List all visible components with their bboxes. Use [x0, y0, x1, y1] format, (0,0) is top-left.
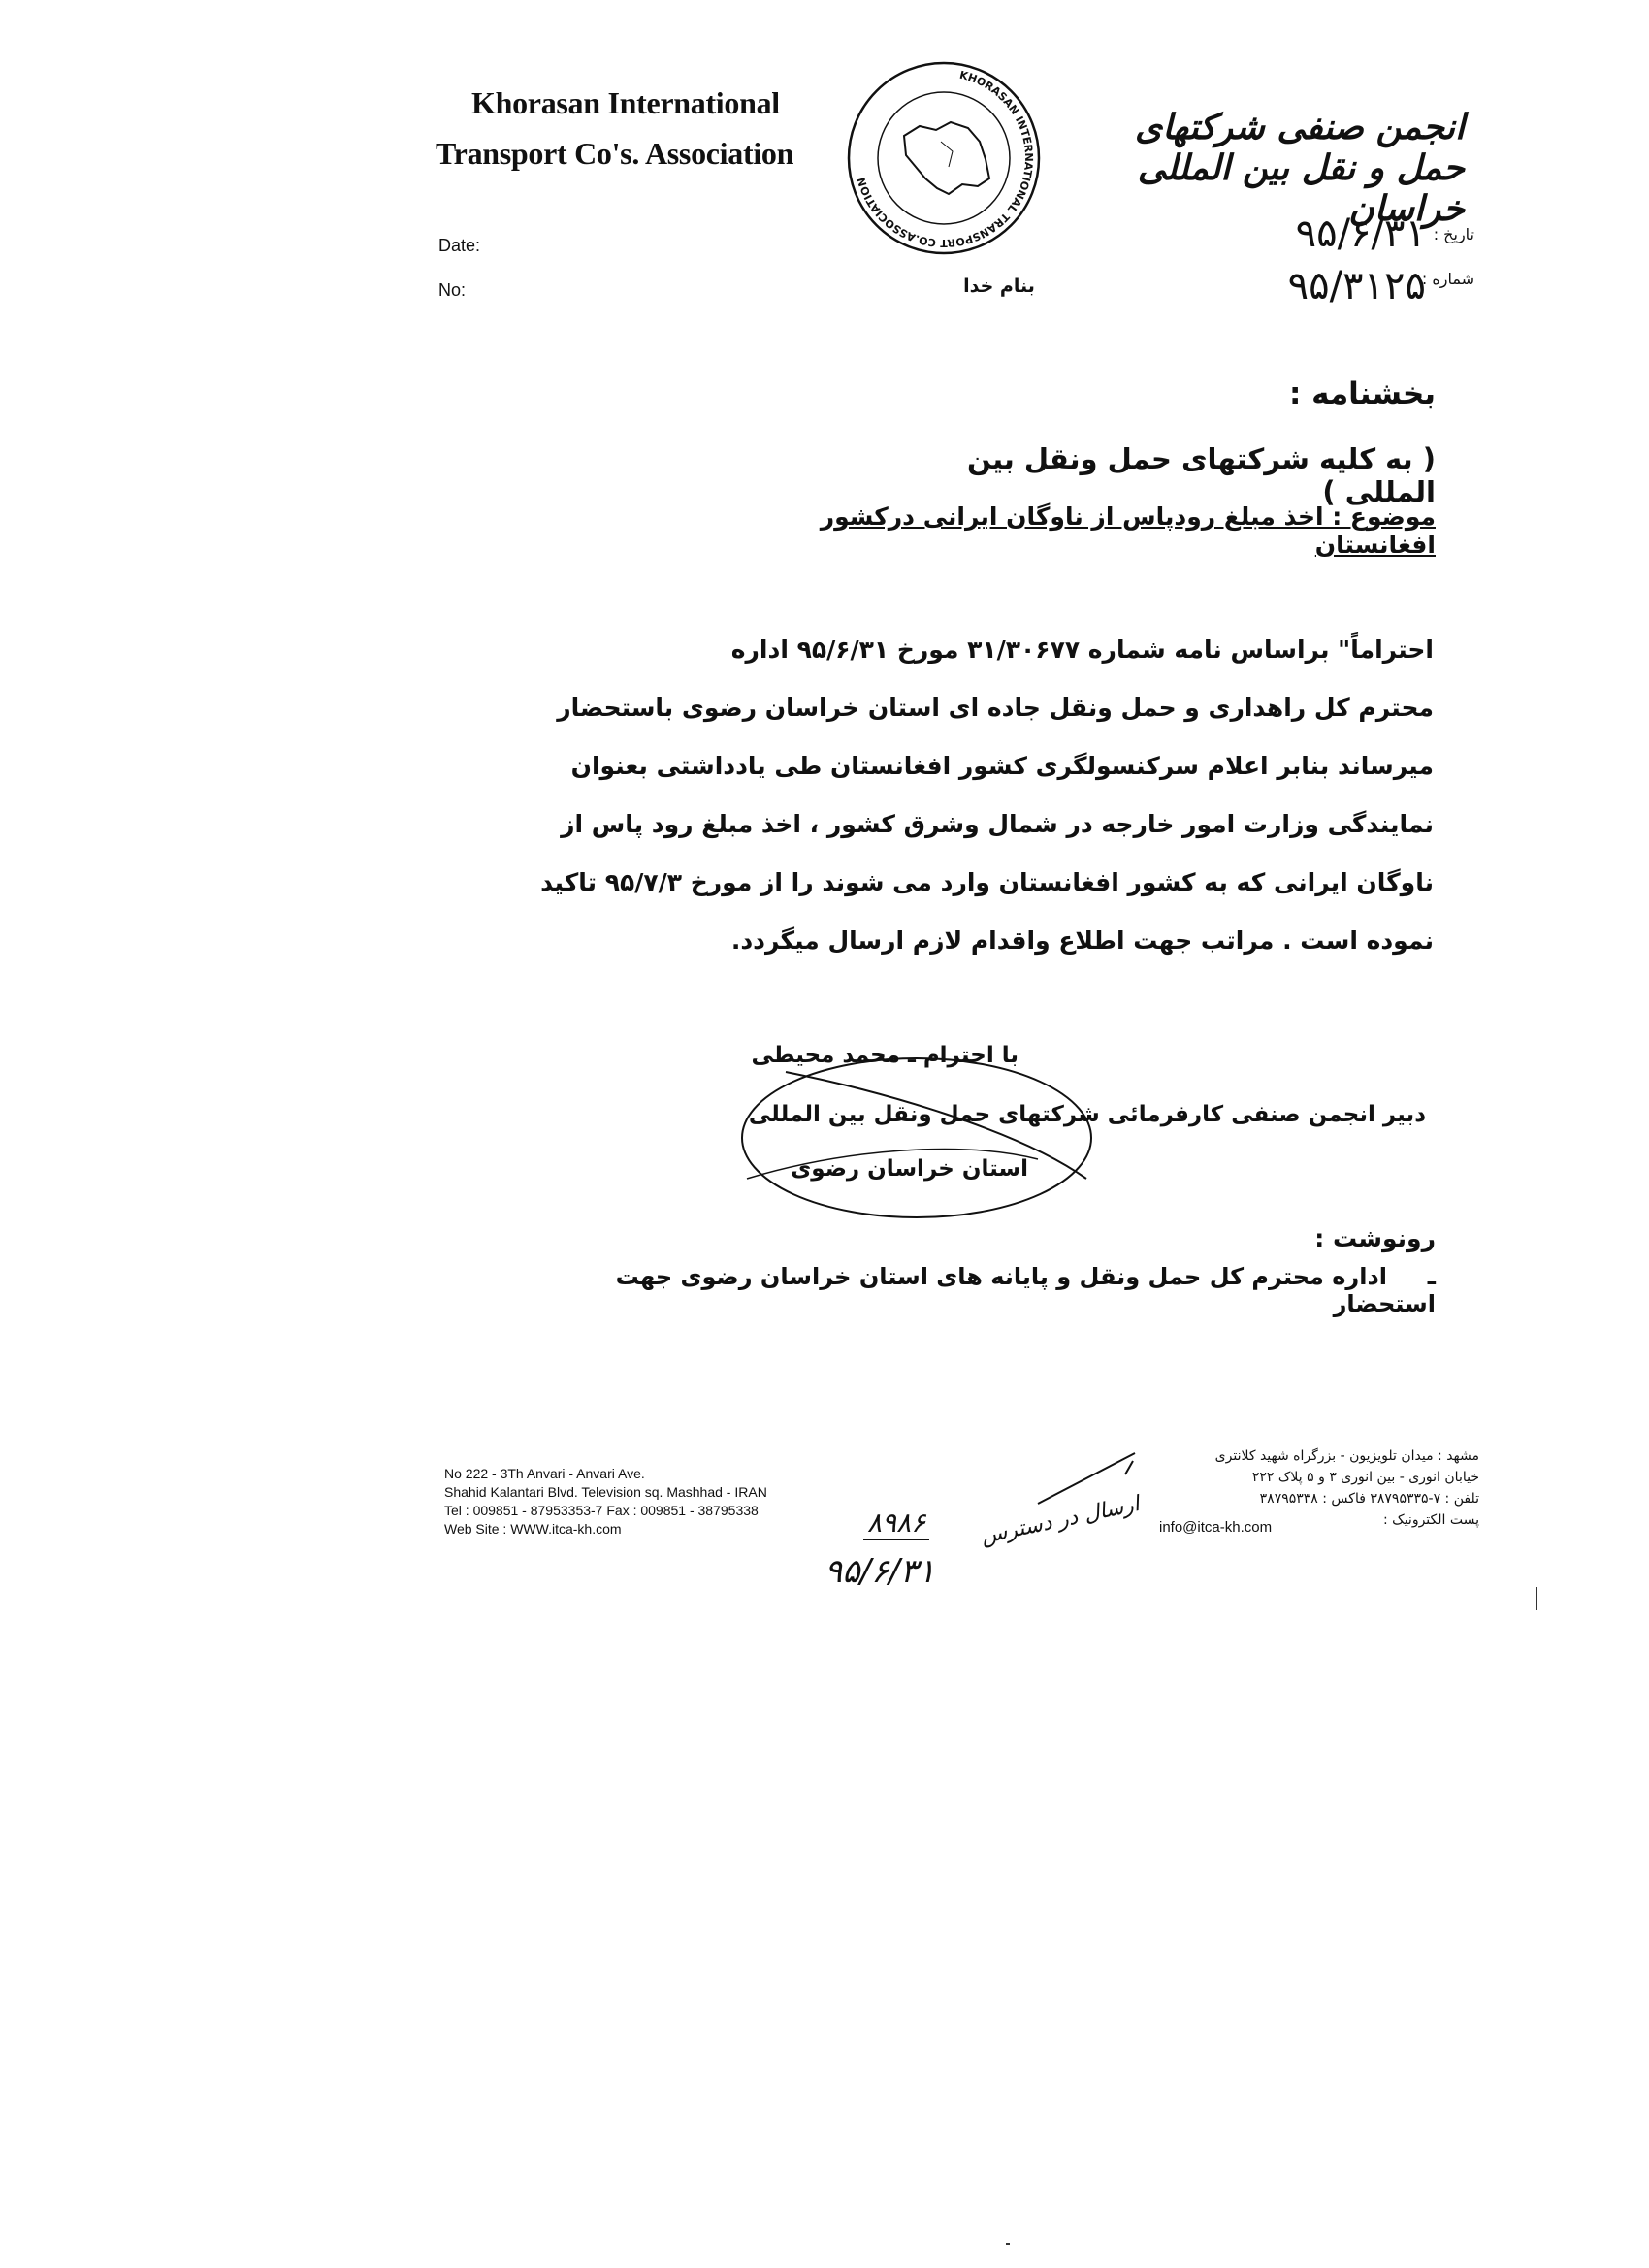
body-line: احتراماً" براساس نامه شماره ۳۱/۳۰۶۷۷ مورخ ۹۵/۶/۳۱ اداره — [730, 635, 1434, 664]
association-name-en-line2: Transport Co's. Association — [436, 136, 794, 171]
footer-email: info@itca-kh.com — [1159, 1519, 1273, 1536]
signature-closing: با احترام ـ محمد محیطی — [751, 1043, 1018, 1068]
footer-address-fa — [1159, 1445, 1479, 1531]
letter-date-value: ۹۵/۶/۳۱ — [1295, 211, 1426, 256]
recipient-line: ( به کلیه شرکتهای حمل ونقل بین المللی ) — [966, 442, 1436, 508]
footer-fa-line: تلفن : ۷-۳۸۷۹۵۳۳۵ فاکس : ۳۸۷۹۵۳۳۸ — [1259, 1491, 1479, 1507]
footer-en-line: No 222 - 3Th Anvari - Anvari Ave. — [444, 1466, 645, 1481]
date-label-fa: تاریخ : — [1433, 225, 1474, 243]
cc-bullet: ـ — [1427, 1263, 1436, 1290]
handwritten-slash-mark — [1028, 1445, 1145, 1513]
scan-speck — [1006, 2243, 1010, 2245]
footer-address-en — [444, 1465, 767, 1539]
footer-en-line: Shahid Kalantari Blvd. Television sq. Mashhad - IRAN — [444, 1484, 767, 1500]
association-seal-logo — [844, 58, 1044, 258]
body-line: نموده است . مراتب جهت اطلاع واقدام لازم ارسال میگردد. — [730, 926, 1434, 955]
letter-number-value: ۹۵/۳۱۲۵ — [1287, 264, 1426, 308]
subject-line: موضوع : اخذ مبلغ رودپاس از ناوگان ایرانی درکشور افغانستان — [820, 502, 1436, 559]
cc-recipient-text: اداره محترم کل حمل ونقل و پایانه های استان خراسان رضوی جهت استحضار — [615, 1263, 1436, 1317]
cc-recipient — [572, 1263, 1436, 1317]
signature-province: استان خراسان رضوی — [791, 1156, 1028, 1182]
body-line: ناوگان ایرانی که به کشور افغانستان وارد می شوند را از مورخ ۹۵/۷/۳ تاکید — [540, 868, 1434, 896]
number-label-en: No: — [438, 280, 467, 300]
svg-text:KHORASAN INTERNATIONAL TRANSPO: KHORASAN INTERNATIONAL TRANSPORT CO.ASSOCIATION — [855, 68, 1036, 250]
footer-en-line: Web Site : WWW.itca-kh.com — [444, 1521, 622, 1537]
body-line: محترم کل راهداری و حمل ونقل جاده ای استان خراسان رضوی باستحضار — [557, 694, 1434, 722]
signature-title: دبیر انجمن صنفی کارفرمائی شرکتهای حمل ونقل بین المللی — [748, 1102, 1426, 1127]
date-label-en: Date: — [438, 236, 481, 255]
signature-stamp — [728, 1033, 1096, 1227]
footer-fa-line: خیابان انوری - بین انوری ۳ و ۵ پلاک ۲۲۲ — [1251, 1470, 1479, 1485]
bismillah-heading: بنام خدا — [963, 275, 1035, 297]
number-label-fa: شماره : — [1421, 270, 1474, 288]
letter-body — [524, 621, 1434, 970]
margin-mark — [1536, 1587, 1537, 1610]
cc-label: رونوشت : — [1314, 1224, 1436, 1252]
footer-fa-line: پست الکترونیک : — [1383, 1512, 1479, 1528]
body-line: میرساند بنابر اعلام سرکنسولگری کشور افغانستان طی یادداشتی بعنوان — [570, 752, 1434, 780]
handwritten-note: ارسال در دسترس — [979, 1492, 1142, 1549]
circular-heading: بخشنامه : — [1288, 376, 1436, 411]
footer-en-line: Tel : 009851 - 87953353-7 Fax : 009851 - 38795338 — [444, 1503, 759, 1518]
body-line: نمایندگی وزارت امور خارجه در شمال وشرق کشور ، اخذ مبلغ رود پاس از — [561, 810, 1434, 838]
footer-fa-line: مشهد : میدان تلویزیون - بزرگراه شهید کلانتری — [1214, 1448, 1479, 1464]
association-name-en-line1: Khorasan International — [471, 85, 780, 120]
receipt-date: ۹۵/۶/۳۱ — [824, 1552, 936, 1591]
receipt-number: ۸۹۸۶ — [863, 1507, 929, 1540]
association-name-fa: انجمن صنفی شرکتهای حمل و نقل بین المللی خراسان — [1135, 107, 1465, 229]
